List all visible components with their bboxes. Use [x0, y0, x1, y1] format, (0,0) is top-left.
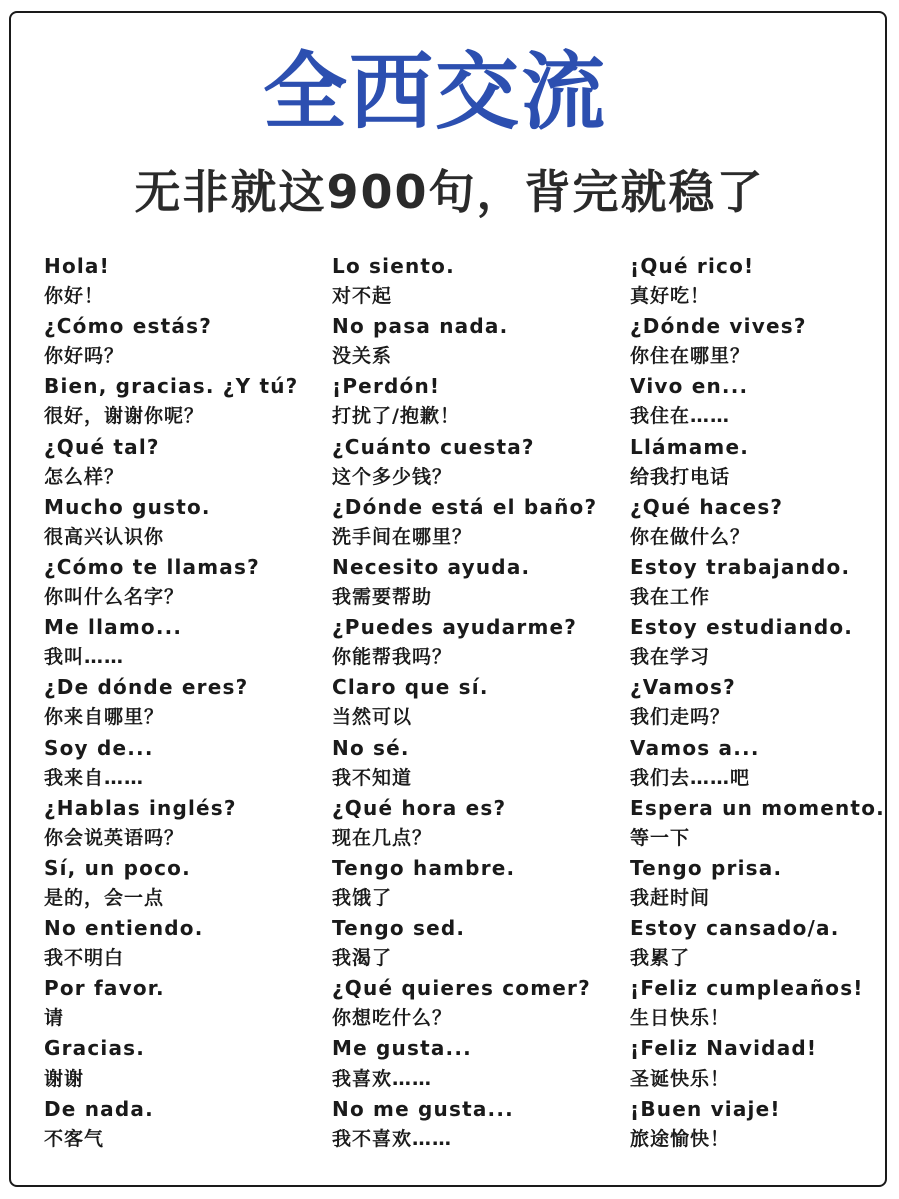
- phrase-item: [44, 552, 298, 612]
- phrase-column-1: [44, 251, 298, 1154]
- spanish-phrase: Estoy cansado/a.: [630, 916, 840, 941]
- chinese-translation: 我饿了: [332, 886, 393, 909]
- spanish-phrase: De nada.: [44, 1096, 154, 1121]
- phrase-item: [630, 672, 885, 732]
- spanish-phrase: Estoy estudiando.: [630, 615, 854, 640]
- chinese-translation: 你叫什么名字？: [44, 586, 185, 609]
- phrase-item: [44, 973, 298, 1033]
- chinese-translation: 给我打电话: [630, 465, 731, 488]
- chinese-translation: 怎么样？: [44, 465, 125, 488]
- chinese-translation: 我住在……: [630, 405, 731, 428]
- phrase-item: [630, 853, 885, 913]
- spanish-phrase: ¿Cómo te llamas?: [44, 554, 260, 579]
- spanish-phrase: ¿Cuánto cuesta?: [332, 434, 535, 459]
- phrase-item: [332, 793, 597, 853]
- chinese-translation: 你来自哪里？: [44, 706, 165, 729]
- phrase-item: [630, 311, 885, 371]
- phrase-item: [630, 492, 885, 552]
- spanish-phrase: Soy de...: [44, 735, 154, 760]
- phrase-item: [44, 432, 298, 492]
- spanish-phrase: ¡Feliz cumpleaños!: [630, 976, 864, 1001]
- chinese-translation: 打扰了/抱歉！: [332, 405, 460, 428]
- spanish-phrase: ¿Hablas inglés?: [44, 795, 237, 820]
- phrase-item: [630, 733, 885, 793]
- phrase-item: [44, 733, 298, 793]
- phrase-item: [332, 853, 597, 913]
- spanish-phrase: ¿Dónde está el baño?: [332, 494, 598, 519]
- phrase-item: [44, 492, 298, 552]
- spanish-phrase: No sé.: [332, 735, 410, 760]
- phrase-item: [44, 251, 298, 311]
- chinese-translation: 你在做什么？: [630, 525, 751, 548]
- chinese-translation: 谢谢: [44, 1067, 85, 1090]
- chinese-translation: 没关系: [332, 345, 393, 368]
- phrase-item: [332, 733, 597, 793]
- phrase-item: [332, 371, 597, 431]
- phrase-item: [44, 793, 298, 853]
- spanish-phrase: ¡Buen viaje!: [630, 1096, 781, 1121]
- phrase-item: [332, 552, 597, 612]
- chinese-translation: 我累了: [630, 947, 691, 970]
- chinese-translation: 我不喜欢……: [332, 1127, 453, 1150]
- phrase-item: [630, 432, 885, 492]
- spanish-phrase: ¿De dónde eres?: [44, 675, 249, 700]
- phrase-item: [630, 1033, 885, 1093]
- chinese-translation: 你能帮我吗？: [332, 646, 453, 669]
- phrase-item: [44, 672, 298, 732]
- chinese-translation: 我们去……吧: [630, 766, 751, 789]
- spanish-phrase: Sí, un poco.: [44, 855, 191, 880]
- spanish-phrase: Me llamo...: [44, 615, 183, 640]
- spanish-phrase: ¿Dónde vives?: [630, 314, 807, 339]
- chinese-translation: 洗手间在哪里？: [332, 525, 473, 548]
- phrase-item: [332, 973, 597, 1033]
- chinese-translation: 我来自……: [44, 766, 145, 789]
- chinese-translation: 我需要帮助: [332, 586, 433, 609]
- spanish-phrase: Mucho gusto.: [44, 494, 211, 519]
- spanish-phrase: Por favor.: [44, 976, 165, 1001]
- chinese-translation: 我不明白: [44, 947, 125, 970]
- phrase-item: [630, 913, 885, 973]
- spanish-phrase: No pasa nada.: [332, 314, 509, 339]
- phrase-item: [332, 1094, 597, 1154]
- phrase-item: [332, 432, 597, 492]
- spanish-phrase: ¡Perdón!: [332, 374, 441, 399]
- chinese-translation: 真好吃！: [630, 285, 711, 308]
- chinese-translation: 旅途愉快！: [630, 1127, 731, 1150]
- chinese-translation: 圣诞快乐！: [630, 1067, 731, 1090]
- spanish-phrase: ¡Qué rico!: [630, 254, 755, 278]
- spanish-phrase: Gracias.: [44, 1036, 146, 1061]
- spanish-phrase: ¿Vamos?: [630, 675, 736, 700]
- spanish-phrase: Estoy trabajando.: [630, 554, 851, 579]
- phrase-item: [44, 913, 298, 973]
- phrase-item: [332, 672, 597, 732]
- phrase-item: [332, 1033, 597, 1093]
- chinese-translation: 等一下: [630, 826, 691, 849]
- spanish-phrase: ¿Qué tal?: [44, 434, 160, 459]
- chinese-translation: 你好！: [44, 285, 105, 308]
- chinese-translation: 对不起: [332, 285, 393, 308]
- chinese-translation: 我们走吗？: [630, 706, 731, 729]
- chinese-translation: 我不知道: [332, 766, 413, 789]
- phrase-item: [44, 311, 298, 371]
- phrase-item: [44, 371, 298, 431]
- phrase-item: [630, 793, 885, 853]
- chinese-translation: 我赶时间: [630, 886, 711, 909]
- chinese-translation: 这个多少钱？: [332, 465, 453, 488]
- chinese-translation: 我喜欢……: [332, 1067, 433, 1090]
- phrase-item: [44, 853, 298, 913]
- spanish-phrase: ¿Cómo estás?: [44, 314, 212, 339]
- spanish-phrase: Me gusta...: [332, 1036, 472, 1061]
- spanish-phrase: Vivo en...: [630, 374, 749, 399]
- phrase-item: [332, 492, 597, 552]
- chinese-translation: 你会说英语吗？: [44, 826, 185, 849]
- chinese-translation: 很高兴认识你: [44, 525, 165, 548]
- spanish-phrase: Vamos a...: [630, 735, 760, 760]
- chinese-translation: 我叫……: [44, 646, 125, 669]
- phrase-item: [44, 1094, 298, 1154]
- spanish-phrase: No entiendo.: [44, 916, 204, 941]
- chinese-translation: 生日快乐！: [630, 1007, 731, 1030]
- spanish-phrase: Bien, gracias. ¿Y tú?: [44, 374, 299, 399]
- spanish-phrase: No me gusta...: [332, 1096, 514, 1121]
- phrase-item: [630, 251, 885, 311]
- phrase-column-3: [630, 251, 885, 1154]
- chinese-translation: 很好，谢谢你呢？: [44, 405, 205, 428]
- spanish-phrase: ¿Puedes ayudarme?: [332, 615, 578, 640]
- phrase-item: [44, 612, 298, 672]
- spanish-phrase: Tengo prisa.: [630, 855, 783, 880]
- phrase-item: [630, 612, 885, 672]
- chinese-translation: 请: [44, 1007, 65, 1030]
- chinese-translation: 你想吃什么？: [332, 1007, 453, 1030]
- chinese-translation: 我在工作: [630, 586, 711, 609]
- phrase-item: [332, 612, 597, 672]
- spanish-phrase: Claro que sí.: [332, 675, 489, 700]
- page-title: 全西交流: [262, 43, 607, 141]
- spanish-phrase: ¿Qué hora es?: [332, 795, 507, 820]
- chinese-translation: 我渴了: [332, 947, 393, 970]
- chinese-translation: 是的，会一点: [44, 886, 165, 909]
- phrase-item: [630, 973, 885, 1033]
- phrase-item: [630, 1094, 885, 1154]
- spanish-phrase: Llámame.: [630, 434, 750, 459]
- spanish-phrase: Tengo hambre.: [332, 855, 516, 880]
- phrase-item: [332, 311, 597, 371]
- phrase-item: [332, 913, 597, 973]
- phrase-item: [630, 552, 885, 612]
- chinese-translation: 你好吗？: [44, 345, 125, 368]
- chinese-translation: 现在几点？: [332, 826, 433, 849]
- spanish-phrase: ¿Qué quieres comer?: [332, 976, 591, 1001]
- spanish-phrase: Lo siento.: [332, 254, 455, 278]
- phrase-item: [44, 1033, 298, 1093]
- phrase-item: [332, 251, 597, 311]
- chinese-translation: 不客气: [44, 1127, 105, 1150]
- chinese-translation: 当然可以: [332, 706, 413, 729]
- spanish-phrase: Necesito ayuda.: [332, 554, 531, 579]
- page-subtitle: 无非就这900句，背完就稳了: [134, 165, 765, 219]
- phrase-column-2: [332, 251, 597, 1154]
- spanish-phrase: ¿Qué haces?: [630, 494, 784, 519]
- spanish-phrase: ¡Feliz Navidad!: [630, 1036, 818, 1061]
- spanish-phrase: Hola!: [44, 254, 110, 278]
- spanish-phrase: Tengo sed.: [332, 916, 466, 941]
- chinese-translation: 你住在哪里？: [630, 345, 751, 368]
- phrase-item: [630, 371, 885, 431]
- spanish-phrase: Espera un momento.: [630, 795, 885, 820]
- chinese-translation: 我在学习: [630, 646, 711, 669]
